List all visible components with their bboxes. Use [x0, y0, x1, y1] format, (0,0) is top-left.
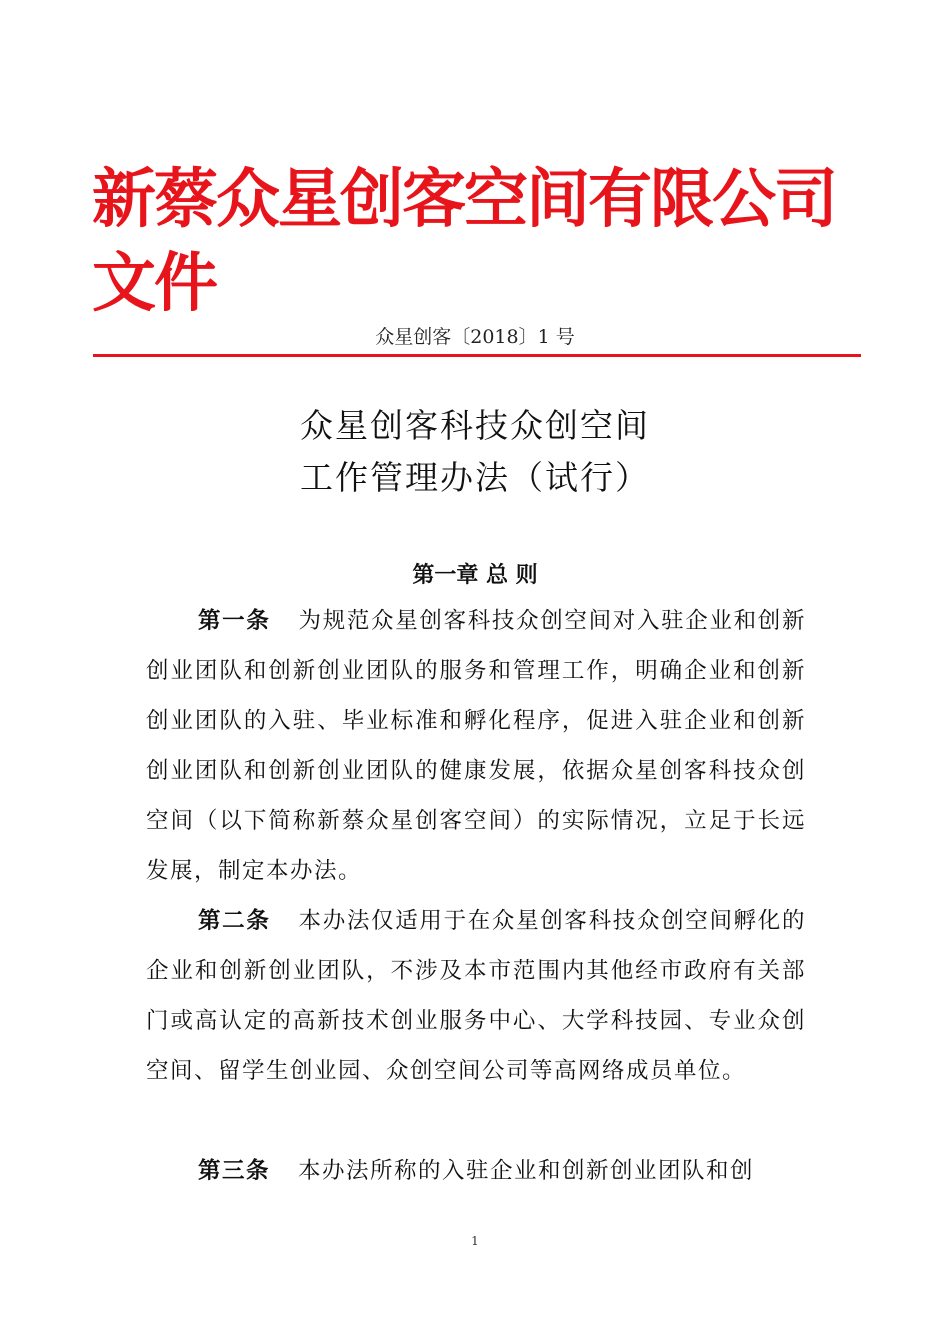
chapter-heading: 第一章 总 则: [412, 563, 538, 588]
article-text: 本办法仅适用于在众星创客科技众创空间孵化的企业和创新创业团队，不涉及本市范围内其他经市政府有关部门或高认定的高新技术创业服务中心、大学科技园、专业众创空间、留学生创业园、众创空间公司等高网络成员单位。: [146, 908, 806, 1084]
document-number: 众星创客〔2018〕1 号: [375, 326, 575, 348]
page-number: 1: [471, 1234, 479, 1248]
article-label: 第二条: [198, 908, 271, 934]
article-text: 本办法所称的入驻企业和创新创业团队和创: [298, 1158, 755, 1184]
article-label: 第一条: [198, 608, 271, 634]
document-title-line-2: 工作管理办法（试行）: [300, 458, 650, 497]
document-header-title: 新蔡众星创客空间有限公司文件: [92, 163, 836, 321]
article-label: 第三条: [198, 1158, 271, 1184]
document-title-line-1: 众星创客科技众创空间: [300, 406, 650, 445]
article-paragraph: [146, 596, 806, 896]
header-red-rule: [93, 354, 861, 357]
article-text: 为规范众星创客科技众创空间对入驻企业和创新创业团队和创新创业团队的服务和管理工作，明确企业和创新创业团队的入驻、毕业标准和孵化程序，促进入驻企业和创新创业团队和创新创业团队的健康发展，依据众星创客科技众创空间（以下简称新蔡众星创客空间）的实际情况，立足于长远发展，制定本办法。: [146, 608, 806, 884]
article-paragraph: [146, 1146, 806, 1196]
article-paragraph: [146, 896, 806, 1096]
